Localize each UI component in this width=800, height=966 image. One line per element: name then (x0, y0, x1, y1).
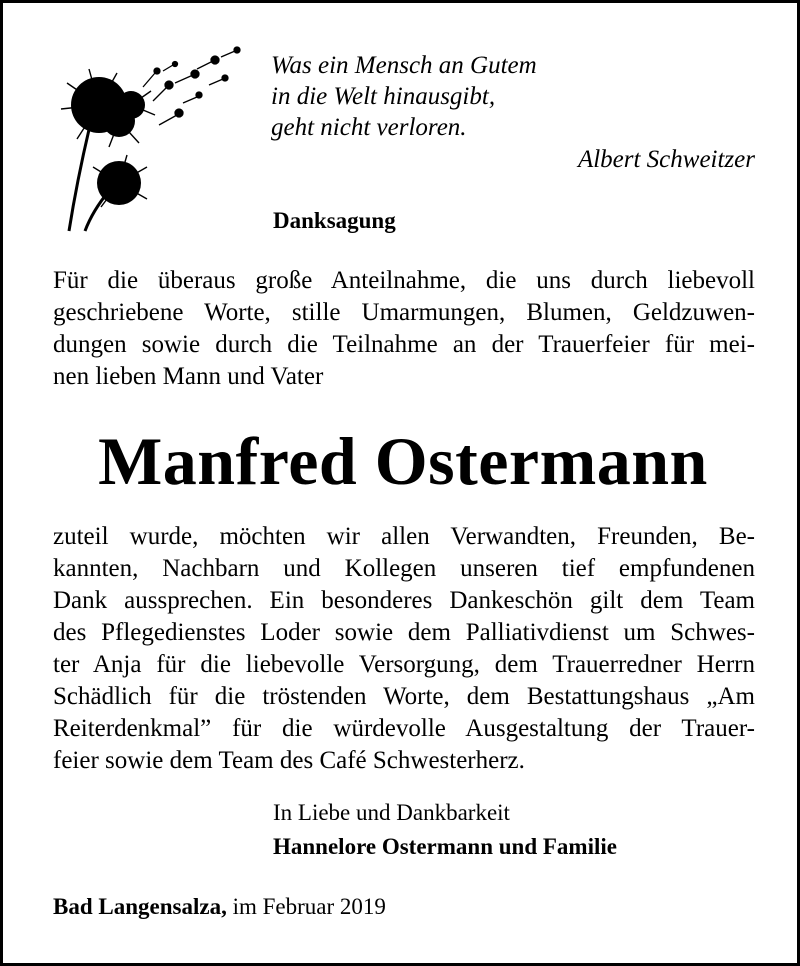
paragraph-line: Dank aussprechen. Ein besonderes Dankeschön gilt dem Team (53, 587, 755, 614)
quote-author: Albert Schweitzer (577, 146, 755, 173)
closing-block (273, 796, 617, 864)
deceased-name: Manfred Ostermann (98, 423, 708, 499)
paragraph-line: des Pflegedienstes Loder sowie dem Palliativdienst um Schwes- (53, 619, 755, 646)
quote-block (271, 50, 761, 175)
closing-greeting: In Liebe und Dankbarkeit (273, 800, 510, 825)
closing-family: Hannelore Ostermann und Familie (273, 834, 617, 859)
paragraph-line: zuteil wurde, möchten wir allen Verwandten, Freunden, Be- (53, 523, 755, 550)
paragraph-intro (53, 265, 755, 393)
paragraph-line: Reiterdenkmal” für die würdevolle Ausgestaltung der Trauer- (53, 715, 755, 742)
paragraph-line: geschriebene Worte, stille Umarmungen, Blumen, Geldzuwen- (53, 299, 755, 326)
footer-place-date (53, 892, 386, 922)
paragraph-line: Für die überaus große Anteilnahme, die uns durch liebevoll (53, 267, 755, 294)
heading-danksagung: Danksagung (273, 208, 396, 233)
paragraph-thanks (53, 521, 755, 777)
paragraph-line: feier sowie dem Team des Café Schwesterherz. (53, 747, 525, 774)
paragraph-line: dungen sowie durch die Teilnahme an der Trauerfeier für mei- (53, 331, 755, 358)
quote-line: in die Welt hinausgibt, (271, 83, 496, 110)
footer-city: Bad Langensalza, (53, 894, 227, 919)
dandelion-icon (47, 43, 247, 233)
quote-line: Was ein Mensch an Gutem (271, 52, 537, 79)
footer-date: im Februar 2019 (226, 894, 386, 919)
paragraph-line: Schädlich für die tröstenden Worte, dem Bestattungshaus „Am (53, 683, 755, 710)
paragraph-line: kannten, Nachbarn und Kollegen unseren tief empfundenen (53, 555, 755, 582)
paragraph-line: nen lieben Mann und Vater (53, 363, 324, 390)
quote-line: geht nicht verloren. (271, 114, 467, 141)
paragraph-line: ter Anja für die liebevolle Versorgung, dem Trauerredner Herrn (53, 651, 755, 678)
